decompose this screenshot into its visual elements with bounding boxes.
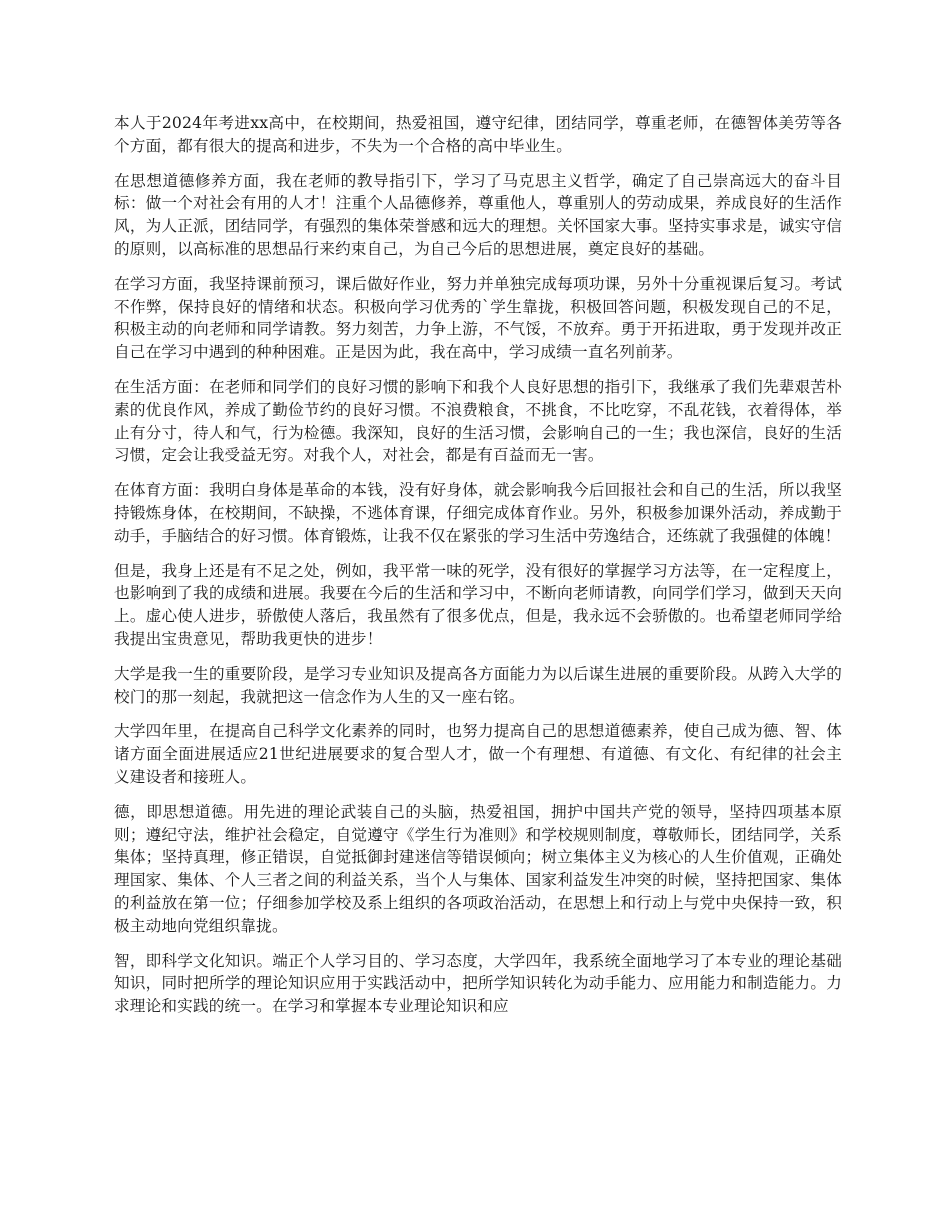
document-body: [114, 112, 842, 1030]
paragraph-4: 在生活方面：在老师和同学们的良好习惯的影响下和我个人良好思想的指引下，我继承了我们先辈艰苦朴素的优良作风，养成了勤俭节约的良好习惯。不浪费粮食，不挑食，不比吃穿，不乱花钱，衣着得体，举止有分寸，待人和气，行为检德。我深知，良好的生活习惯，会影响自己的一生；我也深信，良好的生活习惯，定会让我受益无穷。对我个人，对社会，都是有百益而无一害。: [114, 377, 842, 465]
paragraph-6: 但是，我身上还是有不足之处，例如，我平常一味的死学，没有很好的掌握学习方法等，在一定程度上，也影响到了我的成绩和进展。我要在今后的生活和学习中，不断向老师请教，向同学们学习，做到天天向上。虚心使人进步，骄傲使人落后，我虽然有了很多优点，但是，我永远不会骄傲的。也希望老师同学给我提出宝贵意见，帮助我更快的进步！: [114, 561, 842, 648]
paragraph-3: 在学习方面，我坚持课前预习，课后做好作业，努力并单独完成每项功课，另外十分重视课后复习。考试不作弊，保持良好的情绪和状态。积极向学习优秀的`学生靠拢，积极回答问题，积极发现自己的不足，积极主动的向老师和同学请教。努力刻苦，力争上游，不气馁，不放弃。勇于开拓进取，勇于发现并改正自己在学习中遇到的种种困难。正是因为此，我在高中，学习成绩一直名列前茅。: [114, 274, 842, 362]
paragraph-10: 智，即科学文化知识。端正个人学习目的、学习态度，大学四年，我系统全面地学习了本专业的理论基础知识，同时把所学的理论知识应用于实践活动中，把所学知识转化为动手能力、应用能力和制造能力。力求理论和实践的统一。在学习和掌握本专业理论知识和应: [114, 951, 842, 1016]
paragraph-7: 大学是我一生的重要阶段，是学习专业知识及提高各方面能力为以后谋生进展的重要阶段。从跨入大学的校门的那一刻起，我就把这一信念作为人生的又一座右铭。: [114, 664, 842, 706]
paragraph-8: 大学四年里，在提高自己科学文化素养的同时，也努力提高自己的思想道德素养，使自己成为德、智、体诸方面全面进展适应21世纪进展要求的复合型人才，做一个有理想、有道德、有文化、有纪律的社会主义建设者和接班人。: [114, 722, 842, 786]
paragraph-2: 在思想道德修养方面，我在老师的教导指引下，学习了马克思主义哲学，确定了自己崇高远大的奋斗目标：做一个对社会有用的人才！注重个人品德修养，尊重他人，尊重别人的劳动成果，养成良好的生活作风，为人正派，团结同学，有强烈的集体荣誉感和远大的理想。关怀国家大事。坚持实事求是，诚实守信的原则，以高标准的思想品行来约束自己，为自己今后的思想进展，奠定良好的基础。: [114, 171, 842, 258]
paragraph-9: 德，即思想道德。用先进的理论武装自己的头脑，热爱祖国，拥护中国共产党的领导，坚持四项基本原则；遵纪守法，维护社会稳定，自觉遵守《学生行为准则》和学校规则制度，尊敬师长，团结同学，关系集体；坚持真理，修正错误，自觉抵御封建迷信等错误倾向；树立集体主义为核心的人生价值观，正确处理国家、集体、个人三者之间的利益关系，当个人与集体、国家利益发生冲突的时候，坚持把国家、集体的利益放在第一位；仔细参加学校及系上组织的各项政治活动，在思想上和行动上与党中央保持一致，积极主动地向党组织靠拢。: [114, 802, 842, 935]
paragraph-1: 本人于2024年考进xx高中，在校期间，热爱祖国，遵守纪律，团结同学，尊重老师，在德智体美劳等各个方面，都有很大的提高和进步，不失为一个合格的高中毕业生。: [114, 114, 842, 155]
paragraph-5: 在体育方面：我明白身体是革命的本钱，没有好身体，就会影响我今后回报社会和自己的生活，所以我坚持锻炼身体，在校期间，不缺操，不逃体育课，仔细完成体育作业。另外，积极参加课外活动，养成勤于动手，手脑结合的好习惯。体育锻炼，让我不仅在紧张的学习生活中劳逸结合，还练就了我强健的体魄！: [114, 481, 842, 545]
